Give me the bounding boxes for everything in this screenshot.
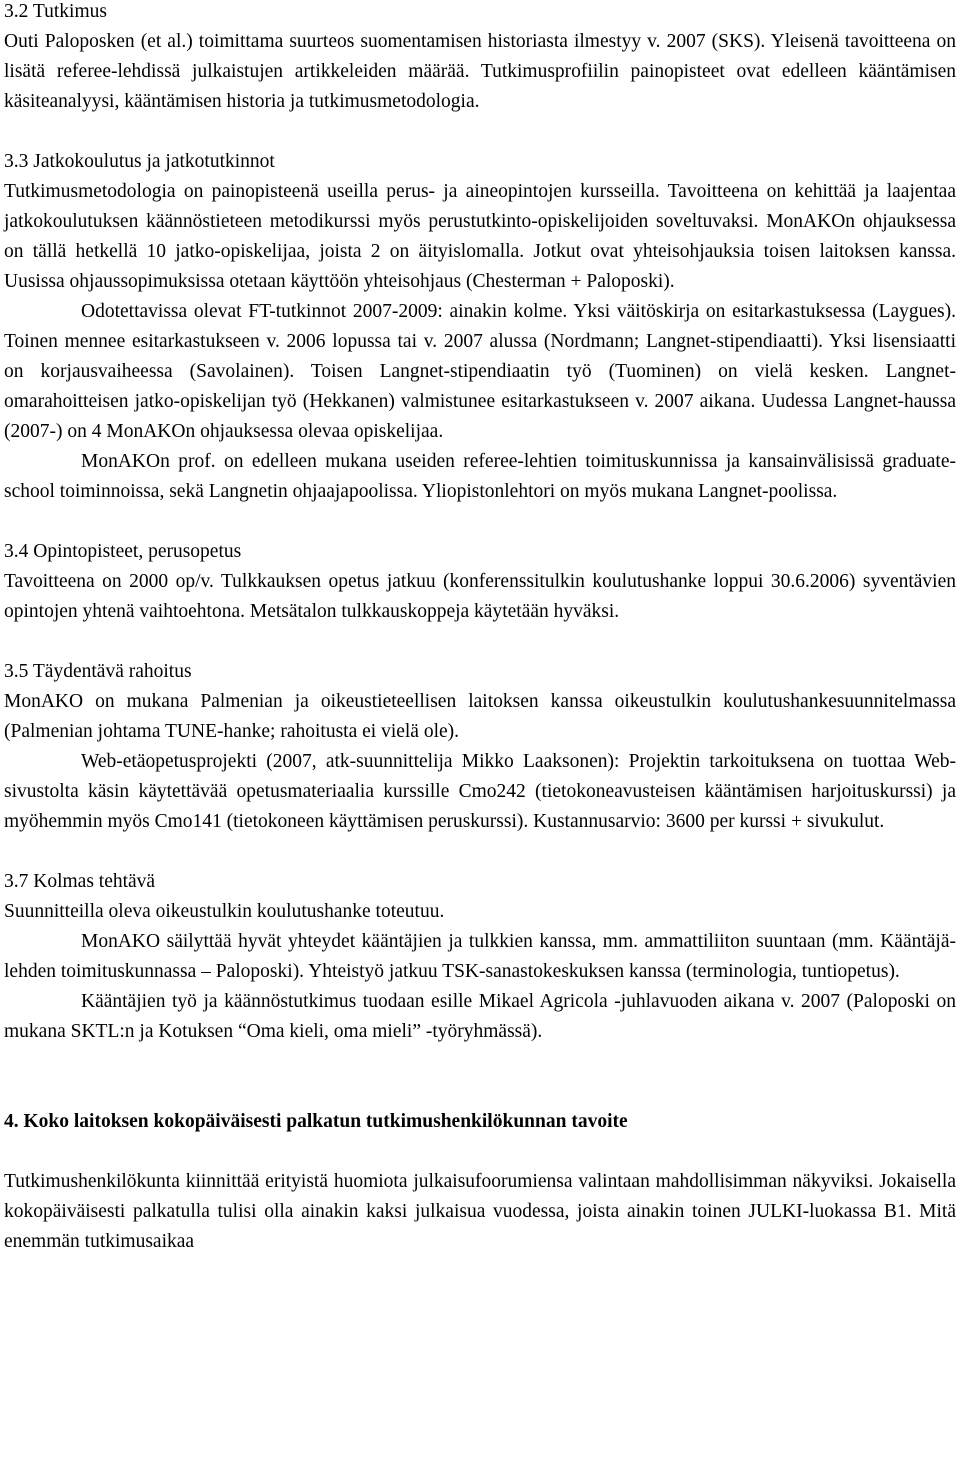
document-page <box>4 0 956 1257</box>
paragraph: Tavoitteena on 2000 op/v. Tulkkauksen opetus jatkuu (konferenssitulkin koulutushanke loppui 30.6.2006) syventävien opintojen yhtenä vaihtoehtona. Metsätalon tulkkauskoppeja käytetään hyväksi. <box>4 571 956 622</box>
paragraph: MonAKO on mukana Palmenian ja oikeustieteellisen laitoksen kanssa oikeustulkin koulutushankesuunnitelmassa (Palmenian johtama TUNE-hanke; rahoitusta ei vielä ole). <box>4 691 956 742</box>
section-heading: 3.2 Tutkimus <box>4 1 107 22</box>
section-3-5 <box>4 657 956 837</box>
paragraph: Tutkimusmetodologia on painopisteenä useilla perus- ja aineopintojen kursseilla. Tavoitteena on kehittää ja laajentaa jatkokoulutuksen käännöstieteen metodikurssi myös perustutkinto-opiskelijoiden soveltuvaksi. MonAKOn ohjauksessa on tällä hetkellä 10 jatko-opiskelijaa, joista 2 on äityislomalla. Jotkut ovat yhteisohjauksia toisen laitoksen kanssa. Uusissa ohjaussopimuksissa otetaan käyttöön yhteisohjaus (Chesterman + Paloposki). <box>4 181 956 292</box>
section-3-4 <box>4 537 956 627</box>
paragraph: MonAKOn prof. on edelleen mukana useiden referee-lehtien toimituskunnissa ja kansainvälisissä graduate-school toiminnoissa, sekä Langnetin ohjaajapoolissa. Yliopistonlehtori on myös mukana Langnet-poolissa. <box>4 451 956 502</box>
section-heading: 3.5 Täydentävä rahoitus <box>4 661 192 682</box>
section-heading: 3.7 Kolmas tehtävä <box>4 871 156 892</box>
paragraph: Outi Paloposken (et al.) toimittama suurteos suomentamisen historiasta ilmestyy v. 2007 (SKS). Yleisenä tavoitteena on lisätä referee-lehdissä julkaistujen artikkeleiden määrää. Tutkimusprofiilin painopisteet ovat edelleen kääntämisen käsiteanalyysi, kääntämisen historia ja tutkimusmetodologia. <box>4 31 956 112</box>
section-heading: 3.3 Jatkokoulutus ja jatkotutkinnot <box>4 151 275 172</box>
paragraph: Kääntäjien työ ja käännöstutkimus tuodaan esille Mikael Agricola -juhlavuoden aikana v. 2007 (Paloposki on mukana SKTL:n ja Kotuksen “Oma kieli, oma mieli” -työryhmässä). <box>4 991 956 1042</box>
section-heading: 3.4 Opintopisteet, perusopetus <box>4 541 242 562</box>
paragraph: Suunnitteilla oleva oikeustulkin koulutushanke toteutuu. <box>4 901 445 922</box>
paragraph: Web-etäopetusprojekti (2007, atk-suunnittelija Mikko Laaksonen): Projektin tarkoituksena on tuottaa Web-sivustolta käsin käytettävää opetusmateriaalia kurssille Cmo242 (tietokoneavusteisen kääntämisen harjoituskurssi) ja myöhemmin myös Cmo141 (tietokoneen käyttämisen peruskurssi). Kustannusarvio: 3600 per kurssi + sivukulut. <box>4 751 956 832</box>
section-3-2 <box>4 0 956 117</box>
section-3-7 <box>4 867 956 1047</box>
paragraph: Odotettavissa olevat FT-tutkinnot 2007-2009: ainakin kolme. Yksi väitöskirja on esitarkastuksessa (Laygues). Toinen mennee esitarkastukseen v. 2006 lopussa tai v. 2007 alussa (Nordmann; Langnet-stipendiaatti). Yksi lisensiaatti on korjausvaiheessa (Savolainen). Toisen Langnet-stipendiaatin työ (Tuominen) on vielä kesken. Langnet-omarahoitteisen jatko-opiskelijan työ (Hekkanen) valmistunee esitarkastukseen v. 2007 aikana. Uudessa Langnet-haussa (2007-) on 4 MonAKOn ohjauksessa olevaa opiskelijaa. <box>4 301 956 442</box>
closing-paragraph: Tutkimushenkilökunta kiinnittää erityistä huomiota julkaisufoorumiensa valintaan mahdollisimman näkyviksi. Jokaisella kokopäiväisesti palkatulla tulisi olla ainakin kaksi julkaisua vuodessa, joista ainakin toinen JULKI-luokassa B1. Mitä enemmän tutkimusaikaa <box>4 1171 956 1252</box>
section-3-3 <box>4 147 956 507</box>
main-heading: 4. Koko laitoksen kokopäiväisesti palkatun tutkimushenkilökunnan tavoite <box>4 1111 628 1132</box>
paragraph: MonAKO säilyttää hyvät yhteydet kääntäjien ja tulkkien kanssa, mm. ammattiliiton suuntaan (mm. Kääntäjä-lehden toimituskunnassa – Paloposki). Yhteistyö jatkuu TSK-sanastokeskuksen kanssa (terminologia, tuntiopetus). <box>4 931 956 982</box>
